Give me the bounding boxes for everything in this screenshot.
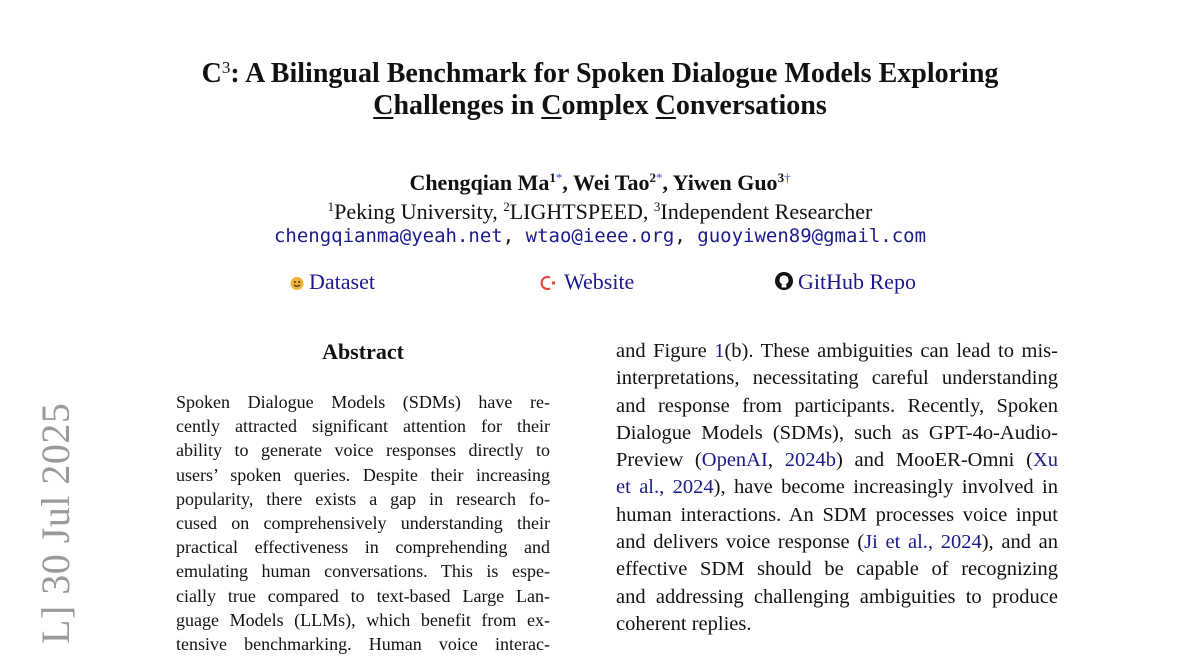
body-line: and Figure 1(b). These ambiguities can lead to mis-	[616, 340, 1058, 362]
title-word-conversations: onversations	[675, 90, 827, 121]
author-emails: chengqianma@yeah.net, wtao@ieee.org, guoyiwen89@gmail.com	[273, 225, 927, 247]
author	[573, 170, 662, 195]
body-line: Preview (OpenAI, 2024b) and MooER-Omni (Xu	[616, 449, 1058, 472]
citation-link[interactable]: Ji et al., 2024	[864, 531, 982, 554]
abstract-line: emulating human conversations. This is espe-	[176, 561, 550, 582]
body-line: and addressing challenging ambiguities to produce	[616, 585, 1058, 608]
email-link[interactable]: wtao@ieee.org	[525, 225, 675, 247]
abstract-line: tensive benchmarking. Human voice interac-	[176, 634, 550, 655]
abstract-line: ability to generate voice responses directly to	[176, 440, 550, 461]
abstract-line: cused on comprehensively understanding their	[176, 513, 550, 534]
author-name: Wei Tao	[573, 170, 650, 195]
affiliations: $^1$Peking University, $^2$LIGHTSPEED, $^3$Independent Researcher	[327, 199, 873, 224]
title-underlined-c1: C	[373, 90, 394, 121]
email-link[interactable]: guoyiwen89@gmail.com	[697, 225, 927, 247]
body-line: interpretations, necessitating careful understanding	[616, 367, 1058, 390]
author	[673, 170, 791, 195]
author	[409, 170, 562, 195]
resource-links	[0, 267, 1200, 297]
citation-link[interactable]: et al., 2024	[616, 476, 714, 499]
abstract-line: popularity, there exists a gap in research fo-	[176, 488, 550, 509]
affiliation: LIGHTSPEED	[509, 199, 643, 224]
affil-sup: 3	[653, 199, 661, 214]
title-line1-text: : A Bilingual Benchmark for Spoken Dialogue Models Exploring	[230, 58, 999, 89]
abstract-line: cially true compared to text-based Large Lan-	[176, 585, 550, 606]
website-link-label: Website	[564, 269, 635, 294]
title-line-1	[150, 52, 1050, 90]
affil-sup: 3	[777, 170, 785, 185]
abstract-line: users’ spoken queries. Despite their increasing	[176, 464, 550, 485]
affil-sup: 1	[327, 199, 335, 214]
citation-link[interactable]: OpenAI	[701, 449, 768, 472]
github-icon	[774, 271, 794, 291]
affil-sup: 1	[549, 170, 556, 185]
affil-sup: 2	[649, 170, 656, 185]
title-word-challenges: hallenges in	[393, 90, 542, 121]
equal-contribution-mark[interactable]: *	[655, 170, 663, 185]
equal-contribution-mark[interactable]: *	[555, 170, 563, 185]
affiliation: Peking University	[334, 199, 493, 224]
github-link[interactable]	[774, 267, 916, 297]
author-name: Yiwen Guo	[672, 170, 778, 195]
body-line: et al., 2024), have become increasingly involved in	[616, 476, 1059, 499]
dataset-link-label: Dataset	[309, 269, 375, 294]
body-line: coherent replies.	[616, 612, 752, 635]
github-link-label: GitHub Repo	[798, 269, 916, 294]
introduction-text	[616, 338, 1058, 638]
website-link[interactable]	[540, 267, 634, 297]
arxiv-side-stamp	[24, 396, 80, 666]
abstract-line: practical effectiveness in comprehending and	[176, 537, 550, 558]
abstract-line: Spoken Dialogue Models (SDMs) have re-	[176, 392, 550, 412]
body-line: effective SDM should be capable of recognizing	[616, 558, 1058, 581]
author-list: Chengqian $Ma^{1*}$, Wei Tao$^{2*}$, Yiwen Guo$^{3\dagger}$	[409, 170, 791, 195]
website-icon	[540, 275, 560, 291]
huggingface-icon	[289, 275, 305, 291]
abstract-body	[176, 390, 550, 656]
author-name: Chengqian Ma	[409, 170, 550, 195]
corresponding-author-mark[interactable]: †	[784, 170, 791, 185]
abstract-heading: Abstract	[322, 339, 404, 364]
figure-ref-link[interactable]: 1	[714, 340, 725, 362]
body-line: and delivers voice response (Ji et al., 2024), and an	[616, 531, 1058, 554]
arxiv-stamp-text: L] 30 Jul 2025	[33, 402, 78, 644]
title-underlined-c3: C	[655, 90, 676, 121]
title-underlined-c2: C	[541, 90, 562, 121]
paper-title	[150, 52, 1050, 122]
title-word-complex: omplex	[561, 90, 656, 121]
dataset-link[interactable]	[289, 267, 375, 297]
abstract-line: guage Models (LLMs), which benefit from ex-	[176, 609, 550, 630]
title-superscript: 3	[221, 58, 231, 77]
title-c: C	[201, 58, 222, 89]
affiliation: Independent Researcher	[660, 199, 873, 224]
affil-sup: 2	[503, 199, 510, 214]
citation-link[interactable]: Xu	[1032, 449, 1058, 472]
abstract-line: cently attracted significant attention for their	[176, 416, 550, 437]
body-line: human interactions. An SDM processes voice input	[616, 503, 1058, 526]
title-line-2	[150, 90, 1050, 122]
email-link[interactable]: chengqianma@yeah.net	[273, 225, 503, 247]
body-line: and response from participants. Recently, Spoken	[616, 394, 1058, 417]
body-line: Dialogue Models (SDMs), such as GPT-4o-Audio-	[616, 421, 1058, 444]
citation-link[interactable]: 2024b	[784, 449, 836, 472]
